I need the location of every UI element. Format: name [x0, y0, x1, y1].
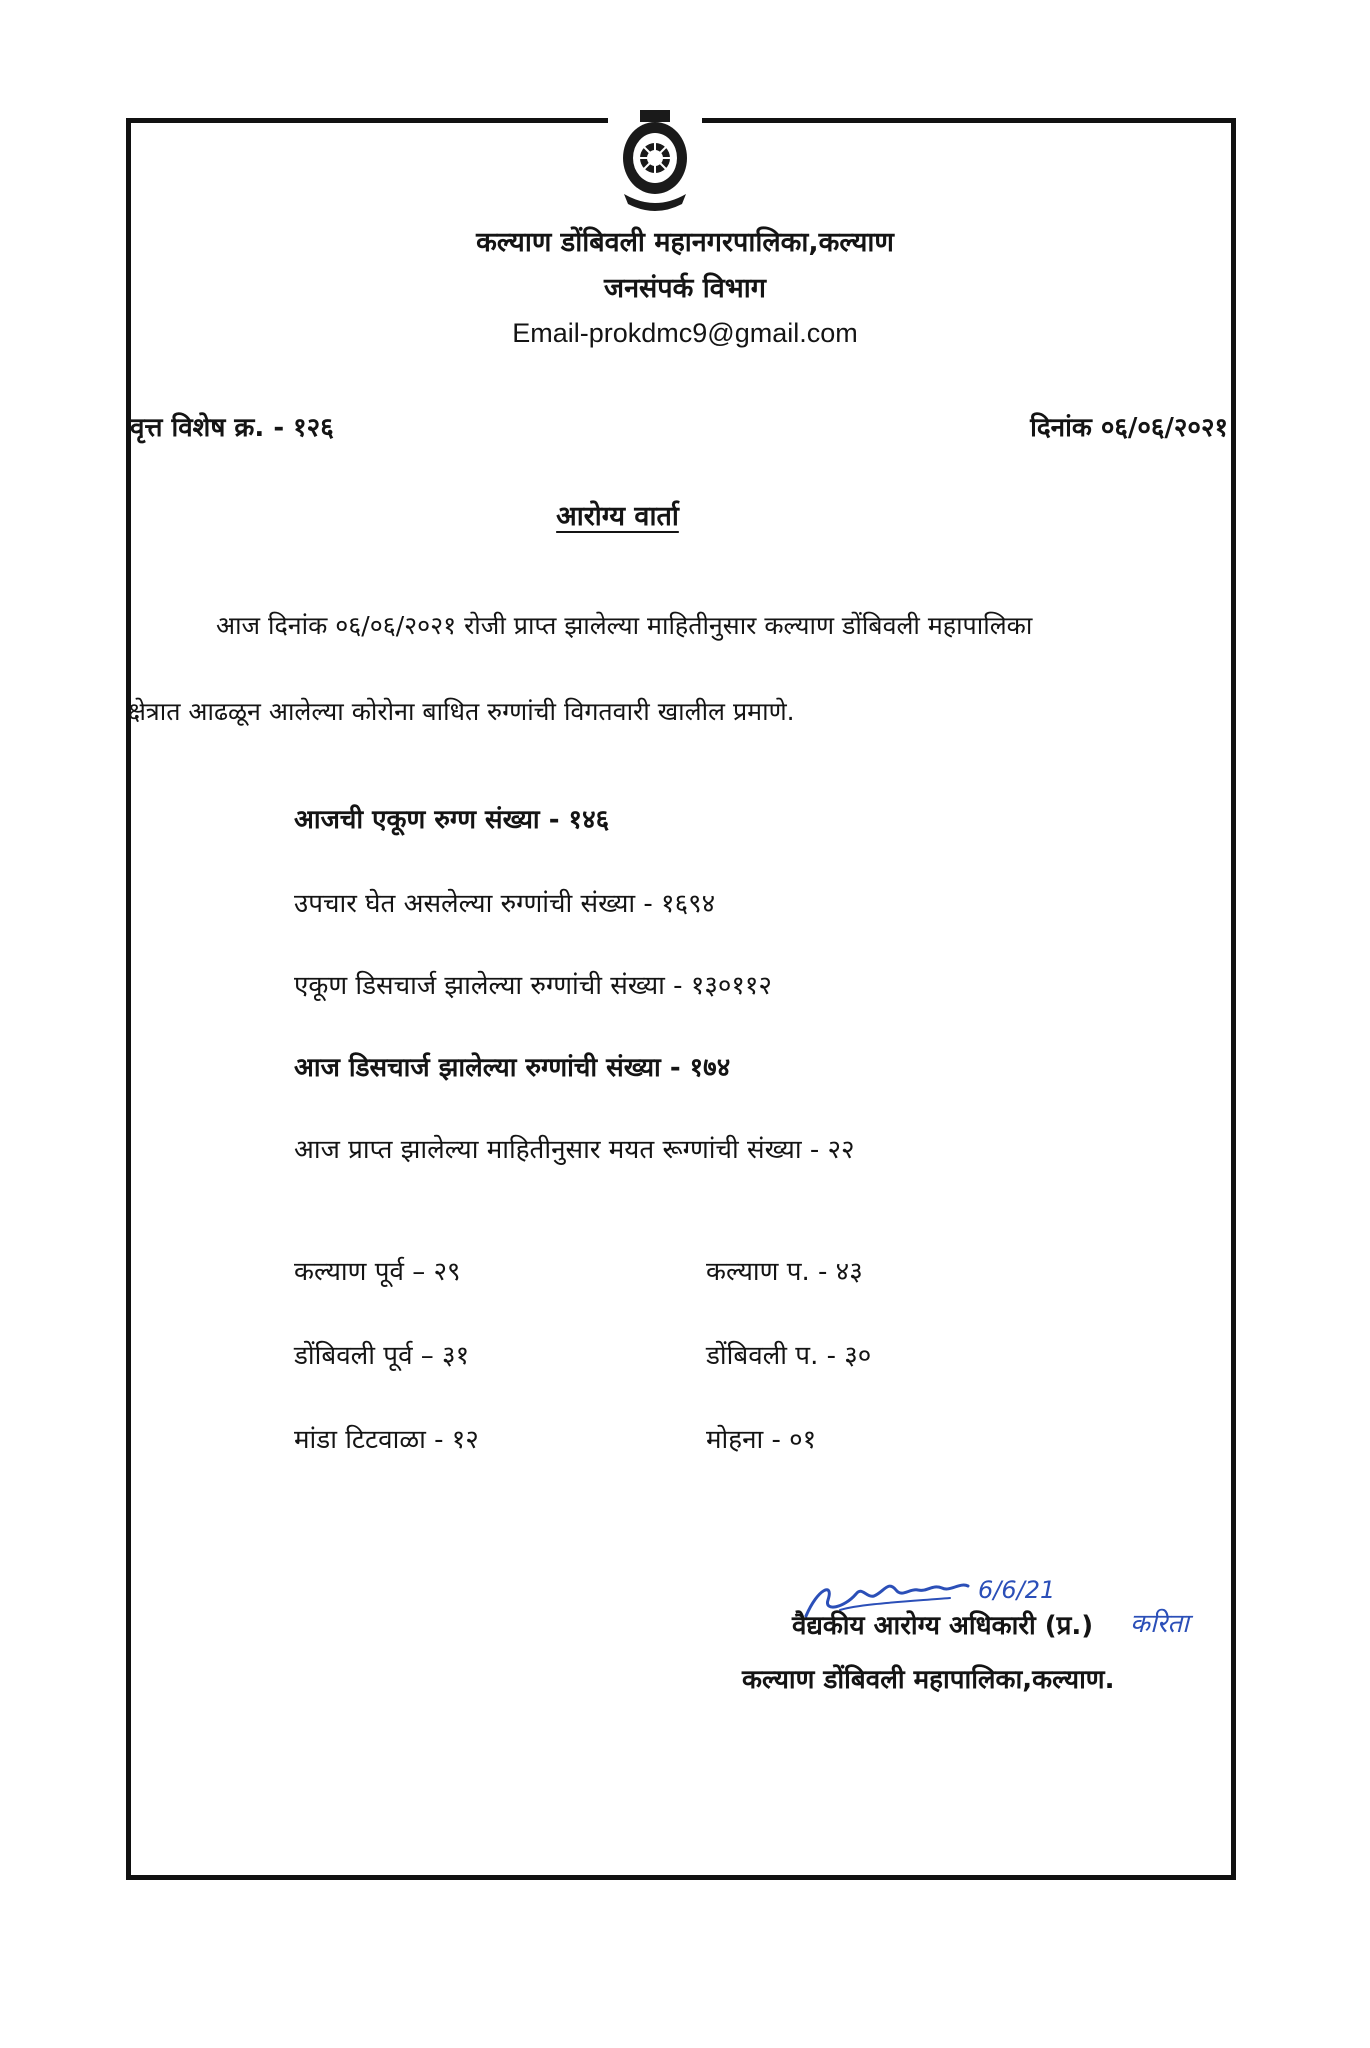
document-heading	[0, 496, 1235, 533]
officer-designation: वैद्यकीय आरोग्य अधिकारी (प्र.)	[792, 1611, 1094, 1641]
document-date: दिनांक ०६/०६/२०२१	[1030, 413, 1228, 443]
signed-date: 6/6/21	[978, 1576, 1056, 1604]
zone-mohana: मोहना - ०१	[706, 1425, 817, 1455]
reference-number: वृत्त विशेष क्र. - १२६	[130, 413, 334, 443]
stat-today-total: आजची एकूण रुग्ण संख्या - १४६	[294, 805, 610, 835]
heading-text: आरोग्य वार्ता	[556, 501, 679, 532]
signature-block	[740, 1568, 1240, 1718]
stat-today-discharged: आज डिसचार्ज झालेल्या रुग्णांची संख्या - १७४	[294, 1053, 731, 1083]
zone-manda-titwala: मांडा टिटवाळा - १२	[294, 1425, 479, 1455]
municipal-emblem-icon	[608, 108, 702, 226]
intro-line-2: क्षेत्रात आढळून आलेल्या कोरोना बाधित रुग्णांची विगतवारी खालील प्रमाणे.	[128, 697, 795, 726]
office-name: कल्याण डोंबिवली महापालिका,कल्याण.	[742, 1665, 1115, 1695]
intro-line-1: आज दिनांक ०६/०६/२०२१ रोजी प्राप्त झालेल्या माहितीनुसार कल्याण डोंबिवली महापालिका	[216, 611, 1033, 640]
department-name: जनसंपर्क विभाग	[604, 273, 766, 304]
zone-dombivli-west: डोंबिवली प. - ३०	[706, 1341, 872, 1371]
zone-dombivli-east: डोंबिवली पूर्व – ३१	[294, 1341, 470, 1371]
stat-under-treatment: उपचार घेत असलेल्या रुग्णांची संख्या - १६९४	[294, 889, 716, 919]
zone-kalyan-east: कल्याण पूर्व – २९	[294, 1257, 461, 1287]
zone-kalyan-west: कल्याण प. - ४३	[706, 1257, 863, 1287]
stat-deaths: आज प्राप्त झालेल्या माहितीनुसार मयत रूग्णांची संख्या - २२	[294, 1135, 855, 1165]
handwritten-note: करिता	[1130, 1609, 1189, 1639]
stat-total-discharged: एकूण डिसचार्ज झालेल्या रुग्णांची संख्या - १३०११२	[294, 971, 772, 1001]
contact-email: Email-prokdmc9@gmail.com	[512, 318, 858, 348]
organization-name: कल्याण डोंबिवली महानगरपालिका,कल्याण	[476, 227, 894, 258]
